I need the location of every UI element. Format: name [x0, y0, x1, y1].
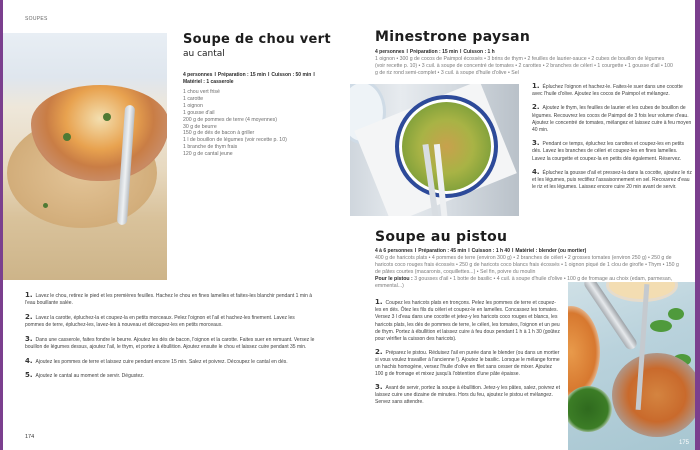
recipe-step [532, 104, 692, 134]
step-number: 2. [532, 103, 540, 112]
page-number-right: 175 [678, 440, 689, 446]
step-number: 1. [375, 298, 383, 306]
step-number: 3. [375, 383, 383, 392]
recipe-steps [25, 292, 315, 387]
separator: I [414, 248, 417, 254]
cook-time: Cuisson : 1 h [463, 49, 495, 55]
ingredients-text: 1 oignon • 300 g de cocos de Paimpol écossés • 3 brins de thym • 2 feuilles de laurier-sauce • 2 cubes de bouillon de légumes (voir recette p. 10) • 3 cuil. à soupe de concentré de tomates • 2 carottes • 2 branches de céleri • 1 courgette • 1 gousse d'ail • 100 g de riz rond semi-complet • 3 cuil. à soupe d'huile d'olive • Sel [375, 56, 673, 76]
recipe-subtitle: au cantal [183, 49, 225, 59]
ingredient-item: 1 gousse d'ail [183, 109, 215, 116]
recipe-step [25, 372, 315, 380]
servings: 4 à 6 personnes [375, 248, 413, 254]
thyme-garnish [43, 203, 48, 208]
step-text: Préparez le pistou. Réduisez l'ail en purée dans le blender (ou dans un mortier si vous voulez travailler à l'ancienne !). Ajoutez le basilic. Lorsque le mélange forme un hachis homogène, versez l'huile d'olive en filet sans cesser de mixer. Ajoutez 100 g de fromage et mixez jusqu'à l'obtention d'une pâte épaisse. [375, 349, 560, 378]
step-number: 2. [375, 347, 383, 356]
bowl-image [568, 306, 600, 398]
recipe-meta [183, 72, 333, 86]
recipe-step [25, 358, 315, 366]
step-text: Ajoutez les pommes de terre et laissez cuire pendant encore 15 min. Salez et poivrez. Découpez le cantal en dés. [35, 358, 288, 365]
recipe-step [375, 384, 560, 407]
step-number: 1. [25, 291, 33, 299]
step-number: 3. [532, 139, 540, 148]
pistou-ingredients: 3 gousses d'ail • 1 botte de basilic • 4 cuil. à soupe d'huile d'olive • 100 g de fromage au choix (edam, parmesan, emmental...) [375, 275, 673, 289]
servings: 4 personnes [375, 49, 405, 55]
step-text: Lavez la carotte, épluchez-la et coupez-la en petits morceaux. Pelez l'oignon et l'ail et hachez-les finement. Lavez les pommes de terre, épluchez-les, lavez-les à nouveau et découpez-les en petits morceaux. [25, 314, 295, 329]
ingredient-item: 1 branche de thym frais [183, 144, 238, 151]
minestrone-photo [350, 84, 519, 216]
step-text: Coupez les haricots plats en tronçons. Pelez les pommes de terre et coupez-les en dés. Ôtez les fils du céleri et coupez-le en lamelles. Concassez les tomates. Versez 3 l d'eau dans une cocotte et jetez-y les haricots coco rouges et blancs, les haricots plats, les dés de pommes de terre, le céleri, les tomates, l'oignon et un peu de thym. Portez à ébullition et laissez cuire à feu doux pendant 1 h à 1 h 30 (goûtez pour vérifier la cuisson des haricots). [375, 300, 560, 343]
recipe-step [375, 349, 560, 379]
ingredient-item: 120 g de cantal jeune [183, 151, 233, 158]
recipe-meta [375, 248, 680, 255]
prep-time: Préparation : 45 min [418, 248, 467, 254]
ingredient-item: 150 g de dés de bacon à griller [183, 130, 255, 137]
recipe-step [532, 83, 692, 98]
step-number: 4. [532, 167, 540, 176]
basil-leaf [650, 320, 672, 332]
recipe-steps [532, 83, 692, 197]
step-text: Ajoutez le thym, les feuilles de laurier et les cubes de bouillon de légumes. Recouvrez les cocos de Paimpol de 3 fois leur volume d'eau. Ajoutez le concentré de tomates, mélangez et laissez cuire à feu moyen 40 min. [532, 105, 692, 134]
recipe-step [375, 299, 560, 343]
recipe-title: Soupe au pistou [375, 229, 508, 245]
step-number: 1. [532, 82, 540, 90]
step-number: 4. [25, 356, 33, 365]
separator: I [313, 72, 315, 78]
separator: I [406, 49, 408, 55]
recipe-title: Minestrone paysan [375, 29, 531, 45]
pesto-bowl [568, 386, 612, 432]
recipe-step [25, 314, 315, 329]
ingredient-item: 30 g de beurre [183, 123, 217, 130]
recipe-step [532, 169, 692, 192]
step-text: Lavez le chou, retirez le pied et les premières feuilles. Hachez le chou en fines lamelles et faites-les blanchir pendant 1 min à l'eau bouillante salée. [25, 293, 313, 307]
thyme-garnish [103, 113, 111, 121]
equipment: Matériel : blender (ou mortier) [515, 248, 587, 254]
equipment: Matériel : 1 casserole [183, 78, 234, 85]
pistou-photo [568, 282, 695, 450]
step-number: 5. [25, 371, 33, 380]
step-text: Épluchez la gousse d'ail et pressez-la dans la cocotte, ajoutez le riz et les légumes, puis rectifiez l'assaisonnement en sel. Recouvrez d'eau le riz et les légumes. Laissez encore cuire 20 min avant de servir. [532, 169, 692, 191]
recipe-meta [375, 49, 675, 56]
recipe-steps [375, 299, 560, 412]
ingredient-item: 1 chou vert frisé [183, 89, 220, 95]
ingredient-item: 1 oignon [183, 102, 203, 109]
separator: I [214, 72, 216, 78]
soup-pan-image [612, 353, 695, 437]
step-number: 2. [25, 312, 33, 321]
bowl-image [606, 282, 678, 302]
step-number: 3. [25, 334, 33, 343]
ingredients-list [183, 89, 333, 158]
soup-pot-image [395, 95, 498, 198]
servings: 4 personnes [183, 72, 213, 78]
ingredient-item: 1 l de bouillon de légumes (voir recette p. 10) [183, 137, 287, 144]
recipe-step [25, 336, 315, 351]
pistou-label: Pour le pistou : [375, 275, 413, 282]
recipe-step [532, 140, 692, 163]
recipe-step [25, 292, 315, 307]
separator: I [468, 248, 470, 254]
cook-time: Cuisson : 50 min [271, 72, 312, 78]
section-label: SOUPES [25, 16, 48, 22]
prep-time: Préparation : 15 min [217, 72, 266, 78]
chou-vert-soup-photo [3, 33, 167, 280]
page-edge-accent-right [695, 0, 700, 450]
thyme-garnish [63, 133, 71, 141]
step-text: Pendant ce temps, épluchez les carottes et coupez-les en petits dés. Lavez les branches de céleri et coupez-les en fines lamelles. Lavez la courgette et coupez-la en petits dés également. Réservez. [532, 141, 685, 162]
page-number-left: 174 [25, 434, 35, 440]
separator: I [459, 49, 462, 55]
step-text: Dans une casserole, faites fondre le beurre. Ajoutez les dés de bacon, l'oignon et la carotte. Faites suer en remuant. Versez le bouillon de légumes dessus, ajoutez l'ail, le thym, et portez à ébullition. Ajoutez ensuite le chou et laissez cuire pendant 35 min. [25, 336, 315, 351]
cook-time: Cuisson : 1 h 40 [471, 248, 510, 254]
separator: I [512, 248, 514, 254]
prep-time: Préparation : 15 min [409, 49, 458, 55]
ingredient-item: 1 carotte [183, 95, 204, 102]
separator: I [267, 72, 270, 78]
recipe-title: Soupe de chou vert [183, 32, 331, 47]
ingredients-main: 400 g de haricots plats • 4 pommes de terre (environ 300 g) • 2 branches de céleri • 2 grosses tomates (environ 250 g) • 250 g de haricots coco rouges frais écossés • 250 g de haricots coco blancs frais écossés • 1 oignon piqué de 1 clou de girofle • Thym • 150 g de pâtes courtes (macaronis, coquillettes...) • Sel fin, poivre du moulin [375, 255, 679, 275]
step-text: Épluchez l'oignon et hachez-le. Faites-le suer dans une cocotte avec l'huile d'olive. Ajoutez les cocos de Paimpol et mélangez. [532, 84, 683, 98]
basil-leaf [668, 308, 684, 320]
step-text: Avant de servir, portez la soupe à ébullition. Jetez-y les pâtes, salez, poivrez et laissez cuire une dizaine de minutes. Hors du feu, ajoutez le pistou et mélangez. Servez sans attendre. [375, 385, 560, 406]
ingredient-item: 200 g de pommes de terre (4 moyennes) [183, 116, 278, 123]
step-text: Ajoutez le cantal au moment de servir. Dégustez. [35, 373, 145, 380]
